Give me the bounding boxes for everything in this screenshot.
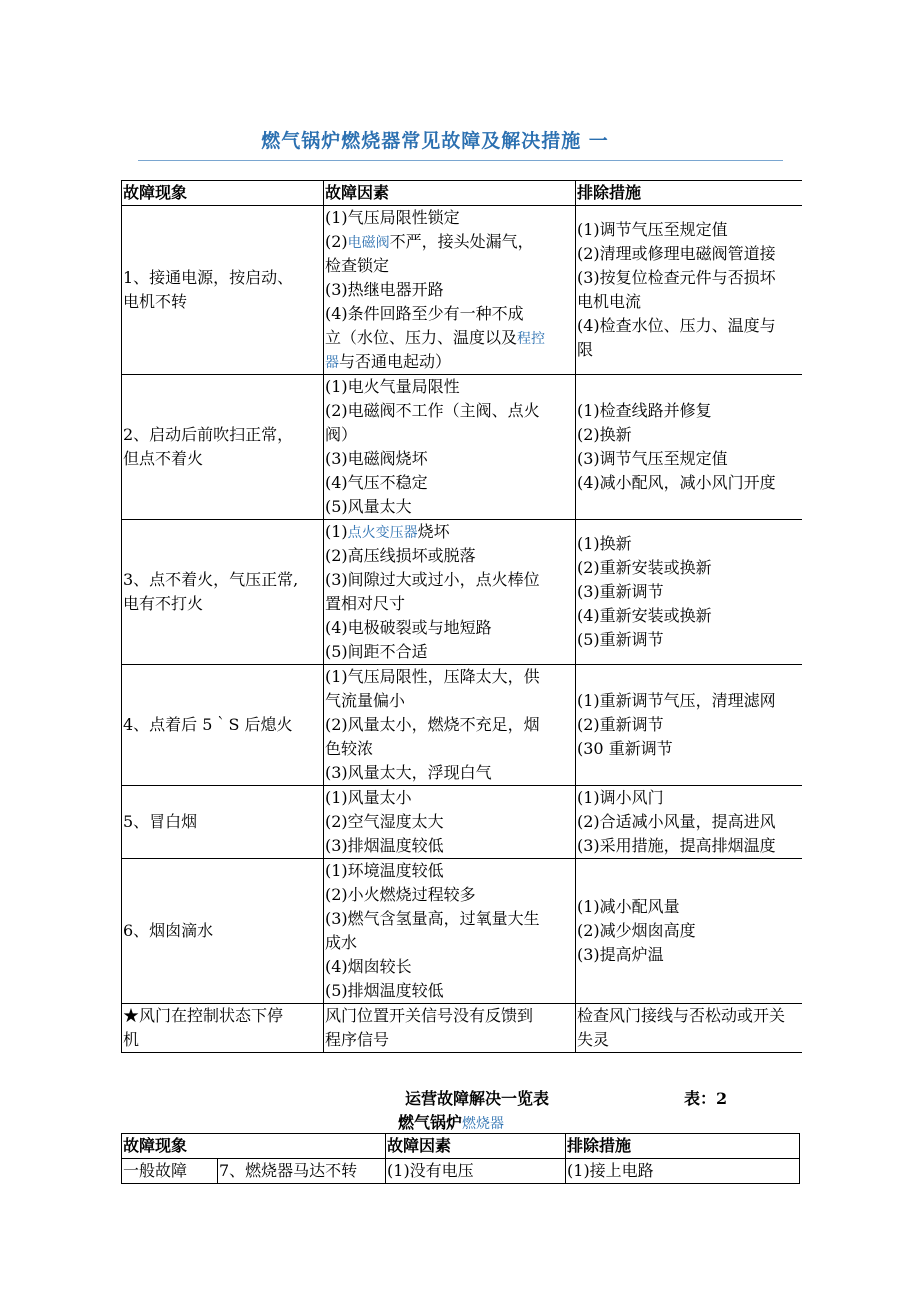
- symptom-cell: [122, 520, 324, 665]
- cause-cell: [324, 665, 576, 786]
- header-remedy: 排除措施: [566, 1134, 800, 1159]
- symptom-line: 5、冒白烟: [123, 812, 198, 831]
- table-header-row: [122, 1134, 800, 1159]
- remedy-line: (1)重新调节气压，清理滤网: [577, 691, 776, 710]
- table-row: [122, 375, 803, 520]
- cause-line: [325, 568, 574, 592]
- remedy-line: (2)重新安装或换新: [577, 558, 712, 577]
- remedy-line: (5)重新调节: [577, 630, 664, 649]
- page-title: 燃气锅炉燃烧器常见故障及解决措施 一: [261, 130, 609, 152]
- cause-text: 成水: [325, 933, 358, 952]
- term-link[interactable]: 程控: [517, 331, 546, 347]
- remedy-line: (1)调节气压至规定值: [577, 220, 728, 239]
- remedy-cell: [576, 665, 803, 786]
- cause-line: [325, 1004, 574, 1028]
- fault-table-2: [121, 1133, 800, 1184]
- remedy-line: (2)换新: [577, 425, 632, 444]
- cause-line: [325, 350, 574, 374]
- cause-line: [325, 810, 574, 834]
- remedy-line: (4)检查水位、压力、温度与: [577, 316, 776, 335]
- subtitle-prefix: 燃气锅炉: [398, 1113, 463, 1132]
- cause-line: [325, 640, 574, 664]
- cause-text: (3)热继电器开路: [325, 280, 444, 299]
- cause-text: (1): [325, 522, 348, 541]
- remedy-cell: [576, 859, 803, 1004]
- table-row: [122, 859, 803, 1004]
- cause-text: 烧坏: [417, 522, 450, 541]
- cause-line: [325, 955, 574, 979]
- symptom-line: 4、点着后 5｀S 后熄火: [123, 715, 293, 734]
- term-link[interactable]: 点火变压器: [347, 525, 418, 541]
- cause-line: [325, 495, 574, 519]
- remedy-line: 失灵: [577, 1030, 610, 1049]
- symptom-cell: 7、燃烧器马达不转: [218, 1159, 386, 1184]
- cause-text: 阀）: [325, 425, 358, 444]
- cause-text: (2)高压线损坏或脱落: [325, 546, 476, 565]
- remedy-line: (2)减少烟囱高度: [577, 921, 696, 940]
- category-cell: 一般故障: [122, 1159, 218, 1184]
- remedy-cell: [576, 375, 803, 520]
- cause-line: [325, 665, 574, 689]
- remedy-line: (1)调小风门: [577, 788, 664, 807]
- fault-table-wrapper: [121, 180, 802, 1053]
- fault-table: [121, 180, 802, 1053]
- cause-text: (3)燃气含氢量高，过氧量大生: [325, 909, 540, 928]
- cause-line: [325, 592, 574, 616]
- cause-text: 不严，接头处漏气，: [389, 232, 534, 251]
- cause-text: (5)风量太大: [325, 497, 412, 516]
- remedy-cell: [576, 206, 803, 375]
- subtitle-line1: 运营故障解决一览表: [405, 1089, 550, 1108]
- cause-text: (1)风量太小: [325, 788, 412, 807]
- symptom-line: 电机不转: [123, 292, 188, 311]
- cause-line: [325, 375, 574, 399]
- cause-text: (4)条件回路至少有一种不成: [325, 304, 524, 323]
- remedy-line: (3)采用措施，提高排烟温度: [577, 836, 776, 855]
- cause-text: (2)风量太小，燃烧不充足，烟: [325, 715, 540, 734]
- header-remedy: 排除措施: [576, 181, 803, 206]
- cause-line: [325, 399, 574, 423]
- cause-text: (2): [325, 232, 348, 251]
- remedy-line: (3)提高炉温: [577, 945, 664, 964]
- symptom-line: 3、点不着火，气压正常,: [123, 570, 299, 589]
- remedy-line: (1)换新: [577, 534, 632, 553]
- cause-line: [325, 423, 574, 447]
- cause-line: [325, 834, 574, 858]
- remedy-line: 电机电流: [577, 292, 642, 311]
- remedy-line: (30 重新调节: [577, 739, 673, 758]
- cause-line: [325, 713, 574, 737]
- table-row: [122, 786, 803, 859]
- cause-cell: (1)没有电压: [386, 1159, 566, 1184]
- term-link[interactable]: 电磁阀: [347, 235, 390, 251]
- cause-text: (2)电磁阀不工作（主阀、点火: [325, 401, 540, 420]
- cause-text: (1)气压局限性锁定: [325, 208, 460, 227]
- cause-text: 检查锁定: [325, 256, 390, 275]
- cause-text: (1)环境温度较低: [325, 861, 444, 880]
- remedy-line: (3)重新调节: [577, 582, 664, 601]
- table-row: [122, 206, 803, 375]
- cause-text: 色较浓: [325, 739, 374, 758]
- cause-line: [325, 786, 574, 810]
- header-cause: 故障因素: [324, 181, 576, 206]
- cause-text: 置相对尺寸: [325, 594, 406, 613]
- table-row: [122, 1004, 803, 1053]
- subtitle-line2: [398, 1110, 504, 1133]
- cause-cell: [324, 520, 576, 665]
- remedy-cell: [576, 786, 803, 859]
- symptom-cell: [122, 1004, 324, 1053]
- remedy-cell: (1)接上电路: [566, 1159, 800, 1184]
- cause-line: [325, 737, 574, 761]
- cause-cell: [324, 1004, 576, 1053]
- remedy-line: (2)重新调节: [577, 715, 664, 734]
- table-header-row: [122, 181, 803, 206]
- cause-cell: [324, 859, 576, 1004]
- cause-line: [325, 859, 574, 883]
- cause-line: [325, 254, 574, 278]
- symptom-cell: [122, 206, 324, 375]
- cause-text: (4)电极破裂或与地短路: [325, 618, 492, 637]
- remedy-line: (2)合适减小风量，提高进风: [577, 812, 776, 831]
- header-symptom: 故障现象: [122, 1134, 386, 1159]
- cause-text: 程序信号: [325, 1030, 390, 1049]
- symptom-cell: [122, 375, 324, 520]
- header-cause: 故障因素: [386, 1134, 566, 1159]
- symptom-cell: [122, 665, 324, 786]
- cause-line: [325, 326, 574, 350]
- cause-line: [325, 278, 574, 302]
- cause-text: (1)电火气量局限性: [325, 377, 460, 396]
- symptom-line: 1、接通电源，按启动、: [123, 268, 294, 287]
- cause-line: [325, 206, 574, 230]
- symptom-line: 电有不打火: [123, 594, 204, 613]
- cause-text: (4)气压不稳定: [325, 473, 428, 492]
- cause-line: [325, 447, 574, 471]
- cause-line: [325, 302, 574, 326]
- remedy-line: (4)重新安装或换新: [577, 606, 712, 625]
- symptom-line: 6、烟囱滴水: [123, 921, 214, 940]
- cause-text: (1)气压局限性，压降太大，供: [325, 667, 540, 686]
- cause-line: [325, 907, 574, 931]
- cause-text: 与否通电起动）: [339, 352, 452, 371]
- cause-line: [325, 230, 574, 254]
- title-divider: [138, 160, 783, 161]
- cause-line: [325, 761, 574, 785]
- cause-text: (5)间距不合适: [325, 642, 428, 661]
- term-link[interactable]: 器: [325, 355, 339, 371]
- cause-line: [325, 689, 574, 713]
- cause-text: (2)空气湿度太大: [325, 812, 444, 831]
- cause-text: (5)排烟温度较低: [325, 981, 444, 1000]
- symptom-line: 机: [123, 1030, 140, 1049]
- remedy-line: (2)清理或修理电磁阀管道接: [577, 244, 776, 263]
- cause-cell: [324, 375, 576, 520]
- table-row: [122, 520, 803, 665]
- remedy-line: (1)检查线路并修复: [577, 401, 712, 420]
- symptom-cell: [122, 786, 324, 859]
- remedy-cell: [576, 520, 803, 665]
- cause-text: (2)小火燃烧过程较多: [325, 885, 476, 904]
- table-number: 表：2: [684, 1089, 728, 1108]
- table-row: [122, 1159, 800, 1184]
- cause-line: [325, 616, 574, 640]
- symptom-line: 2、启动后前吹扫正常，: [123, 425, 294, 444]
- remedy-line: (4)减小配风，减小风门开度: [577, 473, 776, 492]
- cause-text: 立（水位、压力、温度以及: [325, 328, 518, 347]
- remedy-cell: [576, 1004, 803, 1053]
- cause-line: [325, 979, 574, 1003]
- header-symptom: 故障现象: [122, 181, 324, 206]
- cause-text: 气流量偏小: [325, 691, 406, 710]
- cause-line: [325, 544, 574, 568]
- cause-text: (3)间隙过大或过小，点火棒位: [325, 570, 540, 589]
- symptom-cell: [122, 859, 324, 1004]
- remedy-line: 检查风门接线与否松动或开关: [577, 1006, 786, 1025]
- symptom-line: 但点不着火: [123, 449, 204, 468]
- burner-link[interactable]: 燃烧器: [462, 1116, 505, 1132]
- cause-text: 风门位置开关信号没有反馈到: [325, 1006, 534, 1025]
- remedy-line: 限: [577, 340, 594, 359]
- cause-text: (3)排烟温度较低: [325, 836, 444, 855]
- remedy-line: (3)调节气压至规定值: [577, 449, 728, 468]
- cause-text: (4)烟囱较长: [325, 957, 412, 976]
- table-row: [122, 665, 803, 786]
- cause-cell: [324, 206, 576, 375]
- remedy-line: (3)按复位检查元件与否损坏: [577, 268, 776, 287]
- remedy-line: (1)减小配风量: [577, 897, 680, 916]
- cause-text: (3)风量太大，浮现白气: [325, 763, 492, 782]
- cause-line: [325, 520, 574, 544]
- cause-line: [325, 931, 574, 955]
- cause-line: [325, 1028, 574, 1052]
- cause-line: [325, 471, 574, 495]
- symptom-line: ★风门在控制状态下停: [123, 1006, 284, 1025]
- cause-line: [325, 883, 574, 907]
- cause-cell: [324, 786, 576, 859]
- cause-text: (3)电磁阀烧坏: [325, 449, 428, 468]
